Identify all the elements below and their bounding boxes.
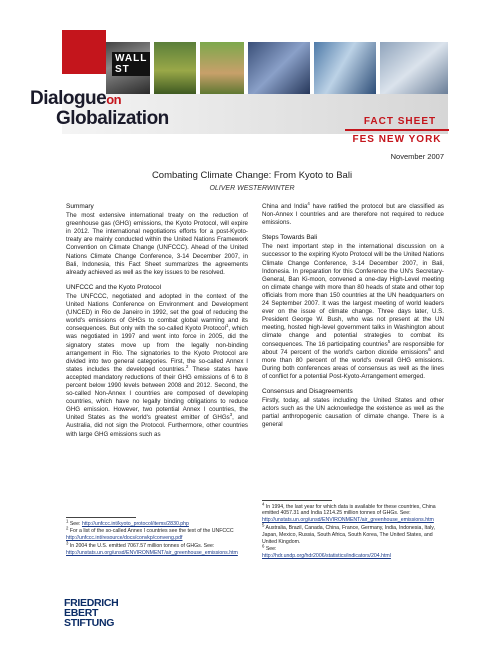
summary-paragraph: The most extensive international treaty on the reduction of greenhouse gas (GHG) emissions, the Kyoto Protocol, will expire in 2012. The international negotiations efforts for a post-Kyoto-treaty are mainly conducted within the United Nations Framework Convention on Climate Change (UNFCCC). Ahead of the United Nations Climate Change Conference, 3-14 December 2007, in Bali, Indonesia, this Fact Sheet summarizes the agreements already achieved as well as the key issues to be resolved. bbox=[66, 212, 248, 276]
footnote-2-link[interactable]: http://unfccc.int/resource/docs/convkp/conveng.pdf bbox=[66, 535, 183, 542]
footnote-ref-6[interactable]: 6 bbox=[428, 346, 431, 352]
footnote-ref-3[interactable]: 3 bbox=[229, 412, 233, 418]
footnote-4-number: 4 bbox=[262, 500, 265, 506]
unfccc-text-a: The UNFCCC, negotiated and adopted in the context of the United Nations Conference on Environment and Development (UNCED) in Rio de Janeiro in 1992, set the goal of reducing the world's emissions of GHGs to combat global warming and its consequences. But only with the so-called Kyoto Protocol bbox=[66, 292, 248, 333]
footnote-3 bbox=[66, 540, 248, 557]
footnote-1-text: See: bbox=[68, 520, 82, 527]
farmers-photo bbox=[200, 42, 244, 94]
header-red-rule bbox=[345, 129, 449, 131]
footnotes-left bbox=[66, 517, 248, 558]
footnote-1-link[interactable]: http://unfccc.int/kyoto_protocol/items/2830.php bbox=[81, 520, 189, 527]
footnote-divider-right bbox=[262, 500, 332, 501]
footnote-2 bbox=[66, 525, 248, 542]
friedrich-ebert-stiftung-logo bbox=[64, 598, 118, 628]
steps-text-c: and more than 80 percent of the world's overall GHG emissions. During both conferences areas of consensus as well as the lines of conflict for a potential Post-Kyoto-Arrangement emerged. bbox=[262, 348, 444, 380]
footnote-5-number: 5 bbox=[262, 522, 265, 528]
steps-heading: Steps Towards Bali bbox=[262, 234, 318, 242]
steps-text-a: The next important step in the international discussion on a successor to the expiring Kyoto Protocol will be the United Nations Climate Change Conference, 3-14 December 2007, in Bali, Indonesia. In preparation for this Conference the UN's Secretary-General, Ban Ki-moon, convened a one-day High-Level meeting on climate change with more than 80 heads of state and other top officials from more than 150 countries at the UN headquarters on 24 September 2007. It was the largest meeting of world leaders ever on the issue of climate change. Three days later, U.S. President George W. Bush, who was not present at the UN meeting, hosted high-level government talks in Washington about climate change and potential strategies to combat its consequences. The 16 participating countries bbox=[262, 243, 444, 348]
footnote-ref-5[interactable]: 5 bbox=[387, 338, 391, 344]
city-skyline-photo bbox=[380, 42, 448, 94]
footnotes-right bbox=[262, 500, 444, 561]
footnote-6-text: See: bbox=[264, 546, 277, 553]
wall-street-photo bbox=[106, 42, 150, 94]
footnote-divider bbox=[66, 517, 136, 518]
right-column bbox=[262, 200, 445, 429]
dialogue-logo-line1 bbox=[30, 88, 121, 110]
footnote-4-text: In 1994, the last year for which data is available for these countries, China emitted 4057.31 and India 1214.25 million tonnes of GHGs. See: bbox=[262, 503, 436, 517]
consensus-heading: Consensus and Disagreements bbox=[262, 387, 353, 395]
cont-text-a: China and India bbox=[262, 203, 308, 210]
steps-text-b: are responsible for about 74 percent of the world's carbon dioxide emissions bbox=[262, 340, 445, 356]
footnote-2-number: 2 bbox=[66, 525, 69, 531]
left-column bbox=[66, 203, 248, 439]
footnote-5 bbox=[262, 522, 444, 545]
steps-paragraph bbox=[262, 243, 444, 381]
unfccc-text-d: , and Australia, did not sign the Protocol. Furthermore, other countries with large GHG emissions such as bbox=[66, 414, 248, 438]
unfccc-paragraph bbox=[66, 293, 248, 439]
footnote-1 bbox=[66, 517, 248, 528]
unfccc-text-b: , which was negotiated in 1997 and went into force in 2005, did the signatory states move up from the legally non-binding arrangement in Rio. The signatories to the Kyoto Protocol are divided into two general categories. First, the so-called Annex I states includes the developed countries. bbox=[66, 325, 248, 373]
globe-photo bbox=[314, 42, 376, 94]
tea-pickers-photo bbox=[154, 42, 196, 94]
unfccc-heading: UNFCCC and the Kyoto Protocol bbox=[66, 283, 162, 291]
footnote-6-link[interactable]: http://hdr.undp.org/hdr2006/statistics/indicators/204.html bbox=[262, 553, 391, 560]
footnote-4-link[interactable]: http://unstats.un.org/unsd/ENVIRONMENT/air_greenhouse_emissions.htm bbox=[262, 517, 434, 524]
footnote-3-text: In 2004 the U.S. emitted 7067.57 million tonnes of GHGs. See: bbox=[68, 542, 215, 549]
author-name: OLIVER WESTERWINTER bbox=[209, 185, 295, 192]
footnote-6 bbox=[262, 543, 444, 560]
logo-on: on bbox=[106, 92, 122, 107]
fact-sheet-label: FACT SHEET bbox=[363, 116, 437, 127]
cont-text-b: have ratified the protocol but are classified as Non-Annex I countries and are therefore not required to reduce emissions. bbox=[262, 203, 444, 227]
fes-logo-line3: STIFTUNG bbox=[64, 617, 115, 629]
fes-logo-line2: EBERT bbox=[64, 607, 99, 619]
footnote-ref-4[interactable]: 4 bbox=[307, 200, 310, 206]
footnote-3-number: 3 bbox=[66, 540, 69, 546]
container-ship-photo bbox=[248, 42, 310, 94]
fes-new-york-label: FES NEW YORK bbox=[352, 134, 442, 145]
continuation-paragraph bbox=[262, 200, 444, 227]
unfccc-text-c: These states have accepted mandatory reductions of their GHG emissions of 6 to 8 percent below 1990 levels between 2008 and 2012. Second, the so-called Non-Annex I countries are composed of developing countries, which have no legally binding obligations to reduce GHG emission. However, two potential Annex I countries, the United States as the world's greatest emitter of GHGs bbox=[66, 365, 248, 422]
footnote-1-number: 1 bbox=[66, 517, 69, 523]
footnote-4 bbox=[262, 500, 444, 524]
logo-dialogue: Dialogue bbox=[30, 88, 107, 109]
summary-heading: Summary bbox=[66, 203, 94, 210]
fes-logo-line1: FRIEDRICH bbox=[64, 597, 119, 609]
footnote-5-text: Australia, Brazil, Canada, China, France, Germany, India, Indonesia, Italy, Japan, Mexico, Russia, South Africa, South Korea, The United States, and United Kingdom. bbox=[262, 524, 435, 545]
footnote-ref-2[interactable]: 2 bbox=[186, 363, 189, 369]
document-title: Combating Climate Change: From Kyoto to Bali bbox=[151, 170, 353, 181]
wall-street-sign: WALL ST bbox=[112, 52, 150, 76]
consensus-paragraph: Firstly, today, all states including the United States and other actors such as the UN acknowledge the existence as well as the partial anthropogenic causation of climate change. There is a general bbox=[262, 397, 444, 429]
footnote-3-link[interactable]: http://unstats.un.org/unsd/ENVIRONMENT/air_greenhouse_emissions.htm bbox=[66, 549, 238, 556]
red-accent-square bbox=[62, 30, 106, 74]
globalization-logo-line2: Globalization bbox=[56, 108, 169, 129]
footnote-2-text: For a list of the so-called Annex I countries see the text of the UNFCCC bbox=[68, 528, 234, 535]
publication-date: November 2007 bbox=[390, 152, 444, 161]
footnote-6-number: 6 bbox=[262, 543, 265, 549]
footnote-ref-1[interactable]: 1 bbox=[225, 323, 229, 329]
